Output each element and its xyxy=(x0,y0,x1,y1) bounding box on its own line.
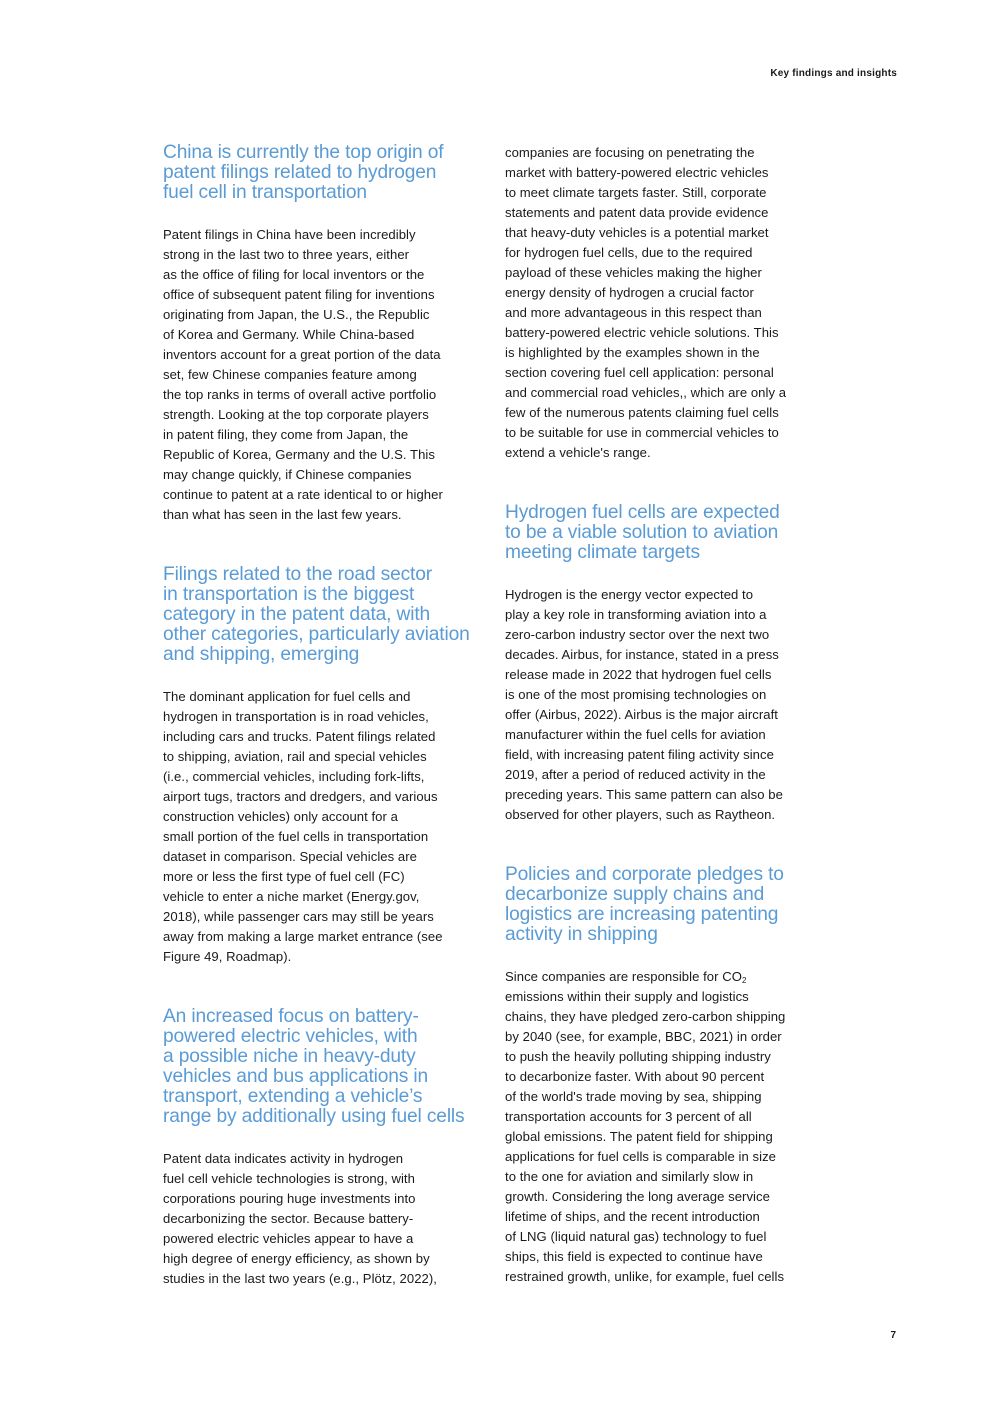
text-line: global emissions. The patent field for shipping xyxy=(505,1129,773,1144)
paragraph-aviation xyxy=(505,585,835,825)
text-line: Republic of Korea, Germany and the U.S. This xyxy=(163,447,435,462)
text-line: the top ranks in terms of overall active portfolio xyxy=(163,387,437,402)
text-line: fuel cell in transportation xyxy=(163,182,367,203)
text-line: by 2040 (see, for example, BBC, 2021) in order xyxy=(505,1029,782,1044)
heading-aviation xyxy=(505,503,835,563)
text-line: to the one for aviation and similarly slow in xyxy=(505,1169,754,1184)
text-line: to be a viable solution to aviation xyxy=(505,522,779,543)
text-line: other categories, particularly aviation xyxy=(163,624,470,645)
text-line: energy density of hydrogen a crucial factor xyxy=(505,285,754,300)
text-line: logistics are increasing patenting xyxy=(505,904,779,925)
text-line: of LNG (liquid natural gas) technology to fuel xyxy=(505,1229,767,1244)
text-line: release made in 2022 that hydrogen fuel cells xyxy=(505,667,772,682)
text-line: originating from Japan, the U.S., the Republic xyxy=(163,307,430,322)
text-line: statements and patent data provide evidence xyxy=(505,205,769,220)
text-line: office of subsequent patent filing for inventions xyxy=(163,287,435,302)
text-line: decarbonizing the sector. Because battery- xyxy=(163,1211,414,1226)
text-line: China is currently the top origin of xyxy=(163,142,444,163)
text-line: in patent filing, they come from Japan, the xyxy=(163,427,409,442)
text-line: strong in the last two to three years, either xyxy=(163,247,410,262)
text-line: preceding years. This same pattern can also be xyxy=(505,787,783,802)
right-column xyxy=(505,143,835,1287)
text-line: field, with increasing patent filing activity since xyxy=(505,747,774,762)
text-line: Figure 49, Roadmap). xyxy=(163,949,292,964)
text-line: manufacturer within the fuel cells for aviation xyxy=(505,727,766,742)
shipping-rest xyxy=(505,989,785,1284)
text-line: vehicles and bus applications in xyxy=(163,1066,429,1087)
text-line: offer (Airbus, 2022). Airbus is the major aircraft xyxy=(505,707,778,722)
text-line: powered electric vehicles, with xyxy=(163,1026,418,1047)
text-line: few of the numerous patents claiming fuel cells xyxy=(505,405,779,420)
text-line: play a key role in transforming aviation into a xyxy=(505,607,767,622)
shipping-first-line: Since companies are responsible for $CO_2$ xyxy=(505,969,747,985)
text-line: meeting climate targets xyxy=(505,542,700,563)
running-header: Key findings and insights xyxy=(770,68,897,79)
text-line: is one of the most promising technologies on xyxy=(505,687,767,702)
paragraph-road-vehicles xyxy=(163,687,493,967)
text-line: more or less the first type of fuel cell (FC) xyxy=(163,869,405,884)
text-line: hydrogen in transportation is in road vehicles, xyxy=(163,709,429,724)
text-line: to decarbonize faster. With about 90 percent xyxy=(505,1069,765,1084)
text-line: market with battery-powered electric vehicles xyxy=(505,165,769,180)
text-line: patent filings related to hydrogen xyxy=(163,162,437,183)
left-column xyxy=(163,143,493,1289)
text-line: ships, this field is expected to continue have xyxy=(505,1249,763,1264)
text-line: 2019, after a period of reduced activity in the xyxy=(505,767,766,782)
paragraph-heavy-duty-continued xyxy=(505,143,835,463)
text-line: to push the heavily polluting shipping industry xyxy=(505,1049,771,1064)
text-line: decarbonize supply chains and xyxy=(505,884,765,905)
text-line: decades. Airbus, for instance, stated in a press xyxy=(505,647,779,662)
text-line: small portion of the fuel cells in transportation xyxy=(163,829,429,844)
text-line: in transportation is the biggest xyxy=(163,584,415,605)
text-line: as the office of filing for local inventors or the xyxy=(163,267,425,282)
paragraph-china-filings xyxy=(163,225,493,525)
text-line: Policies and corporate pledges to xyxy=(505,864,784,885)
text-line: airport tugs, tractors and dredgers, and various xyxy=(163,789,438,804)
text-line: activity in shipping xyxy=(505,924,658,945)
text-line: inventors account for a great portion of the data xyxy=(163,347,441,362)
text-line: continue to patent at a rate identical to or higher xyxy=(163,487,443,502)
text-line: 2018), while passenger cars may still be years xyxy=(163,909,434,924)
text-line: category in the patent data, with xyxy=(163,604,431,625)
text-line: fuel cell vehicle technologies is strong, with xyxy=(163,1171,415,1186)
text-line: companies are focusing on penetrating the xyxy=(505,145,755,160)
text-line: than what has seen in the last few years. xyxy=(163,507,402,522)
heading-battery-electric xyxy=(163,1007,493,1127)
text-line: applications for fuel cells is comparable in size xyxy=(505,1149,776,1164)
heading-china-top-origin xyxy=(163,143,493,203)
text-line: restrained growth, unlike, for example, fuel cells xyxy=(505,1269,785,1284)
text-line: may change quickly, if Chinese companies xyxy=(163,467,412,482)
text-line: for hydrogen fuel cells, due to the required xyxy=(505,245,753,260)
text-line: of Korea and Germany. While China-based xyxy=(163,327,415,342)
text-line: dataset in comparison. Special vehicles are xyxy=(163,849,417,864)
text-line: transport, extending a vehicle’s xyxy=(163,1086,423,1107)
text-line: vehicle to enter a niche market (Energy.gov, xyxy=(163,889,420,904)
text-line: Hydrogen fuel cells are expected xyxy=(505,502,780,523)
text-line: is highlighted by the examples shown in the xyxy=(505,345,760,360)
text-line: growth. Considering the long average service xyxy=(505,1189,770,1204)
text-line: Patent data indicates activity in hydrogen xyxy=(163,1151,404,1166)
page-number: 7 xyxy=(890,1330,896,1341)
text-line: and commercial road vehicles,, which are only a xyxy=(505,385,787,400)
text-line: battery-powered electric vehicle solutions. This xyxy=(505,325,779,340)
paragraph-shipping xyxy=(505,967,835,1287)
text-line: extend a vehicle's range. xyxy=(505,445,651,460)
text-line: section covering fuel cell application: personal xyxy=(505,365,774,380)
text-line: studies in the last two years (e.g., Plötz, 2022), xyxy=(163,1271,437,1286)
text-line: emissions within their supply and logistics xyxy=(505,989,749,1004)
text-line: payload of these vehicles making the higher xyxy=(505,265,762,280)
text-line: that heavy-duty vehicles is a potential market xyxy=(505,225,769,240)
text-line: The dominant application for fuel cells and xyxy=(163,689,411,704)
text-line: to shipping, aviation, rail and special vehicles xyxy=(163,749,427,764)
text-line: An increased focus on battery- xyxy=(163,1006,419,1027)
heading-road-sector xyxy=(163,565,493,665)
text-line: transportation accounts for 3 percent of all xyxy=(505,1109,752,1124)
text-line: set, few Chinese companies feature among xyxy=(163,367,417,382)
text-line: Patent filings in China have been incredibly xyxy=(163,227,416,242)
text-line: and shipping, emerging xyxy=(163,644,360,665)
text-line: high degree of energy efficiency, as shown by xyxy=(163,1251,430,1266)
text-line: construction vehicles) only account for a xyxy=(163,809,398,824)
text-line: to meet climate targets faster. Still, corporate xyxy=(505,185,767,200)
paragraph-battery-electric xyxy=(163,1149,493,1289)
text-line: corporations pouring huge investments into xyxy=(163,1191,416,1206)
text-line: Hydrogen is the energy vector expected to xyxy=(505,587,754,602)
text-line: range by additionally using fuel cells xyxy=(163,1106,465,1127)
text-line: strength. Looking at the top corporate players xyxy=(163,407,429,422)
text-line: lifetime of ships, and the recent introduction xyxy=(505,1209,760,1224)
text-line: of the world's trade moving by sea, shipping xyxy=(505,1089,762,1104)
text-line: observed for other players, such as Raytheon. xyxy=(505,807,776,822)
text-line: and more advantageous in this respect than xyxy=(505,305,762,320)
text-line: chains, they have pledged zero-carbon shipping xyxy=(505,1009,786,1024)
text-line: powered electric vehicles appear to have a xyxy=(163,1231,414,1246)
text-line: (i.e., commercial vehicles, including fork-lifts, xyxy=(163,769,425,784)
text-line: Filings related to the road sector xyxy=(163,564,432,585)
co2-subscript: 2 xyxy=(741,976,747,985)
heading-shipping xyxy=(505,865,835,945)
text-line: including cars and trucks. Patent filings related xyxy=(163,729,436,744)
text-line: a possible niche in heavy-duty xyxy=(163,1046,416,1067)
text-line: away from making a large market entrance (see xyxy=(163,929,443,944)
text-line: zero-carbon industry sector over the next two xyxy=(505,627,770,642)
text-line: to be suitable for use in commercial vehicles to xyxy=(505,425,779,440)
